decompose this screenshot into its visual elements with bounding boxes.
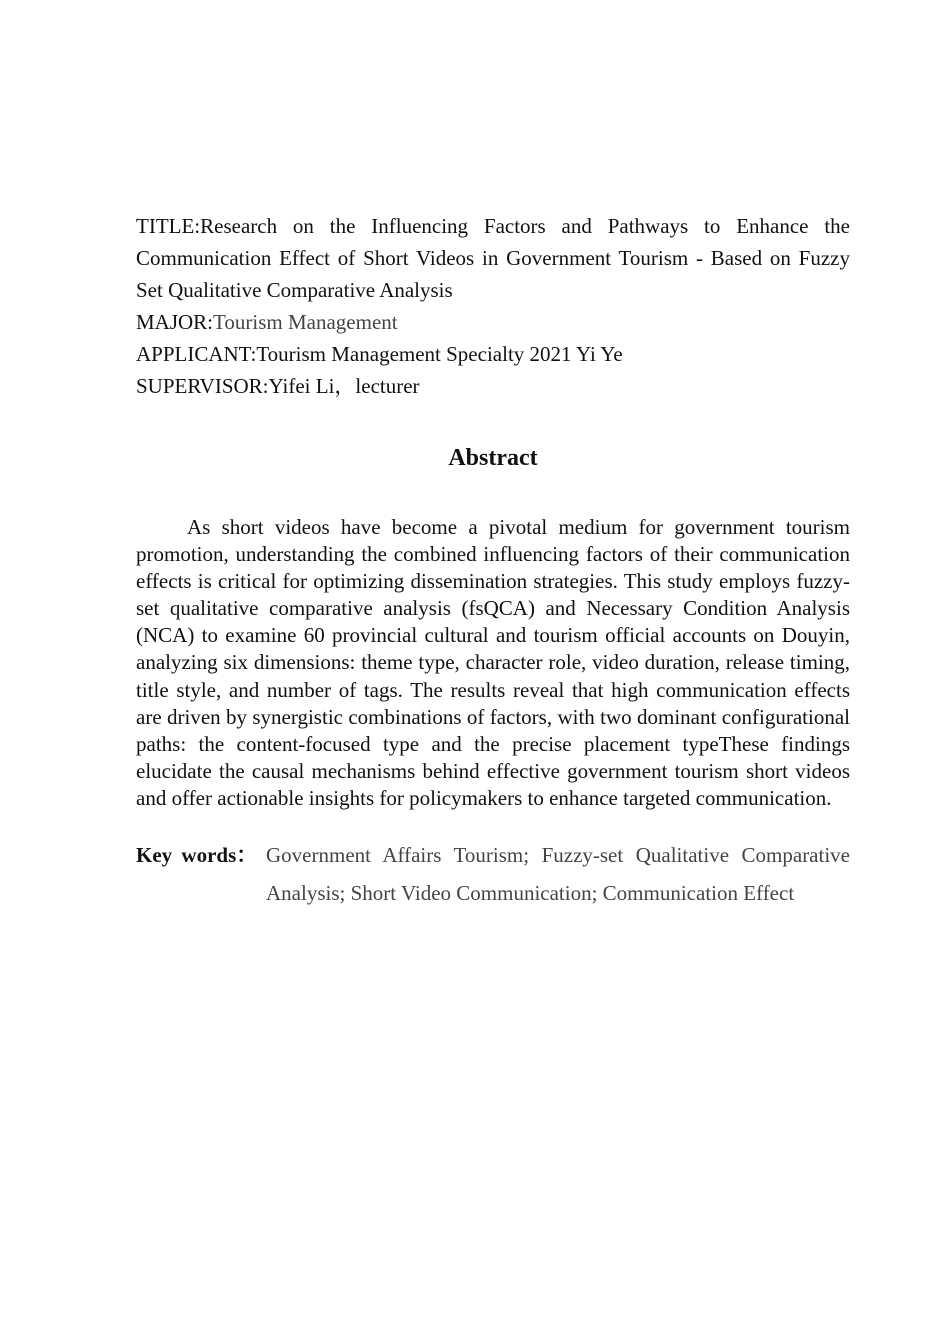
keywords-label: Key words：	[136, 843, 258, 868]
applicant-line	[136, 338, 850, 370]
keywords-text: Government Affairs Tourism; Fuzzy-set Qualitative Comparative Analysis; Short Video Communication; Communication Effect	[266, 843, 850, 906]
title-label: TITLE:	[136, 214, 201, 238]
supervisor-line	[136, 370, 850, 402]
major-label: MAJOR:	[136, 310, 214, 334]
supervisor-value: Yifei Li，lecturer	[268, 374, 420, 398]
document-page	[136, 210, 850, 912]
major-line	[136, 306, 850, 338]
major-value: Tourism Management	[213, 310, 398, 334]
applicant-label: APPLICANT:	[136, 342, 257, 366]
supervisor-label: SUPERVISOR:	[136, 374, 269, 398]
applicant-value: Tourism Management Specialty 2021 Yi Ye	[256, 342, 623, 366]
title-value: Research on the Influencing Factors and Pathways to Enhance the Communication Effect of Short Videos in Government Tourism - Based on Fuzzy Set Qualitative Comparative Analysis	[136, 214, 850, 302]
title-line	[136, 210, 850, 306]
abstract-heading: Abstract	[448, 445, 538, 471]
thesis-metadata	[136, 210, 850, 402]
abstract-body: As short videos have become a pivotal medium for government tourism promotion, understanding the combined influencing factors of their communication effects is critical for optimizing dissemination strategies. This study employs fuzzy-set qualitative comparative analysis (fsQCA) and Necessary Condition Analysis (NCA) to examine 60 provincial cultural and tourism official accounts on Douyin, analyzing six dimensions: theme type, character role, video duration, release timing, title style, and number of tags. The results reveal that high communication effects are driven by synergistic combinations of factors, with two dominant configurational paths: the content-focused type and the precise placement typeThese findings elucidate the causal mechanisms behind effective government tourism short videos and offer actionable insights for policymakers to enhance targeted communication.	[136, 515, 850, 810]
keywords-block	[136, 836, 850, 912]
